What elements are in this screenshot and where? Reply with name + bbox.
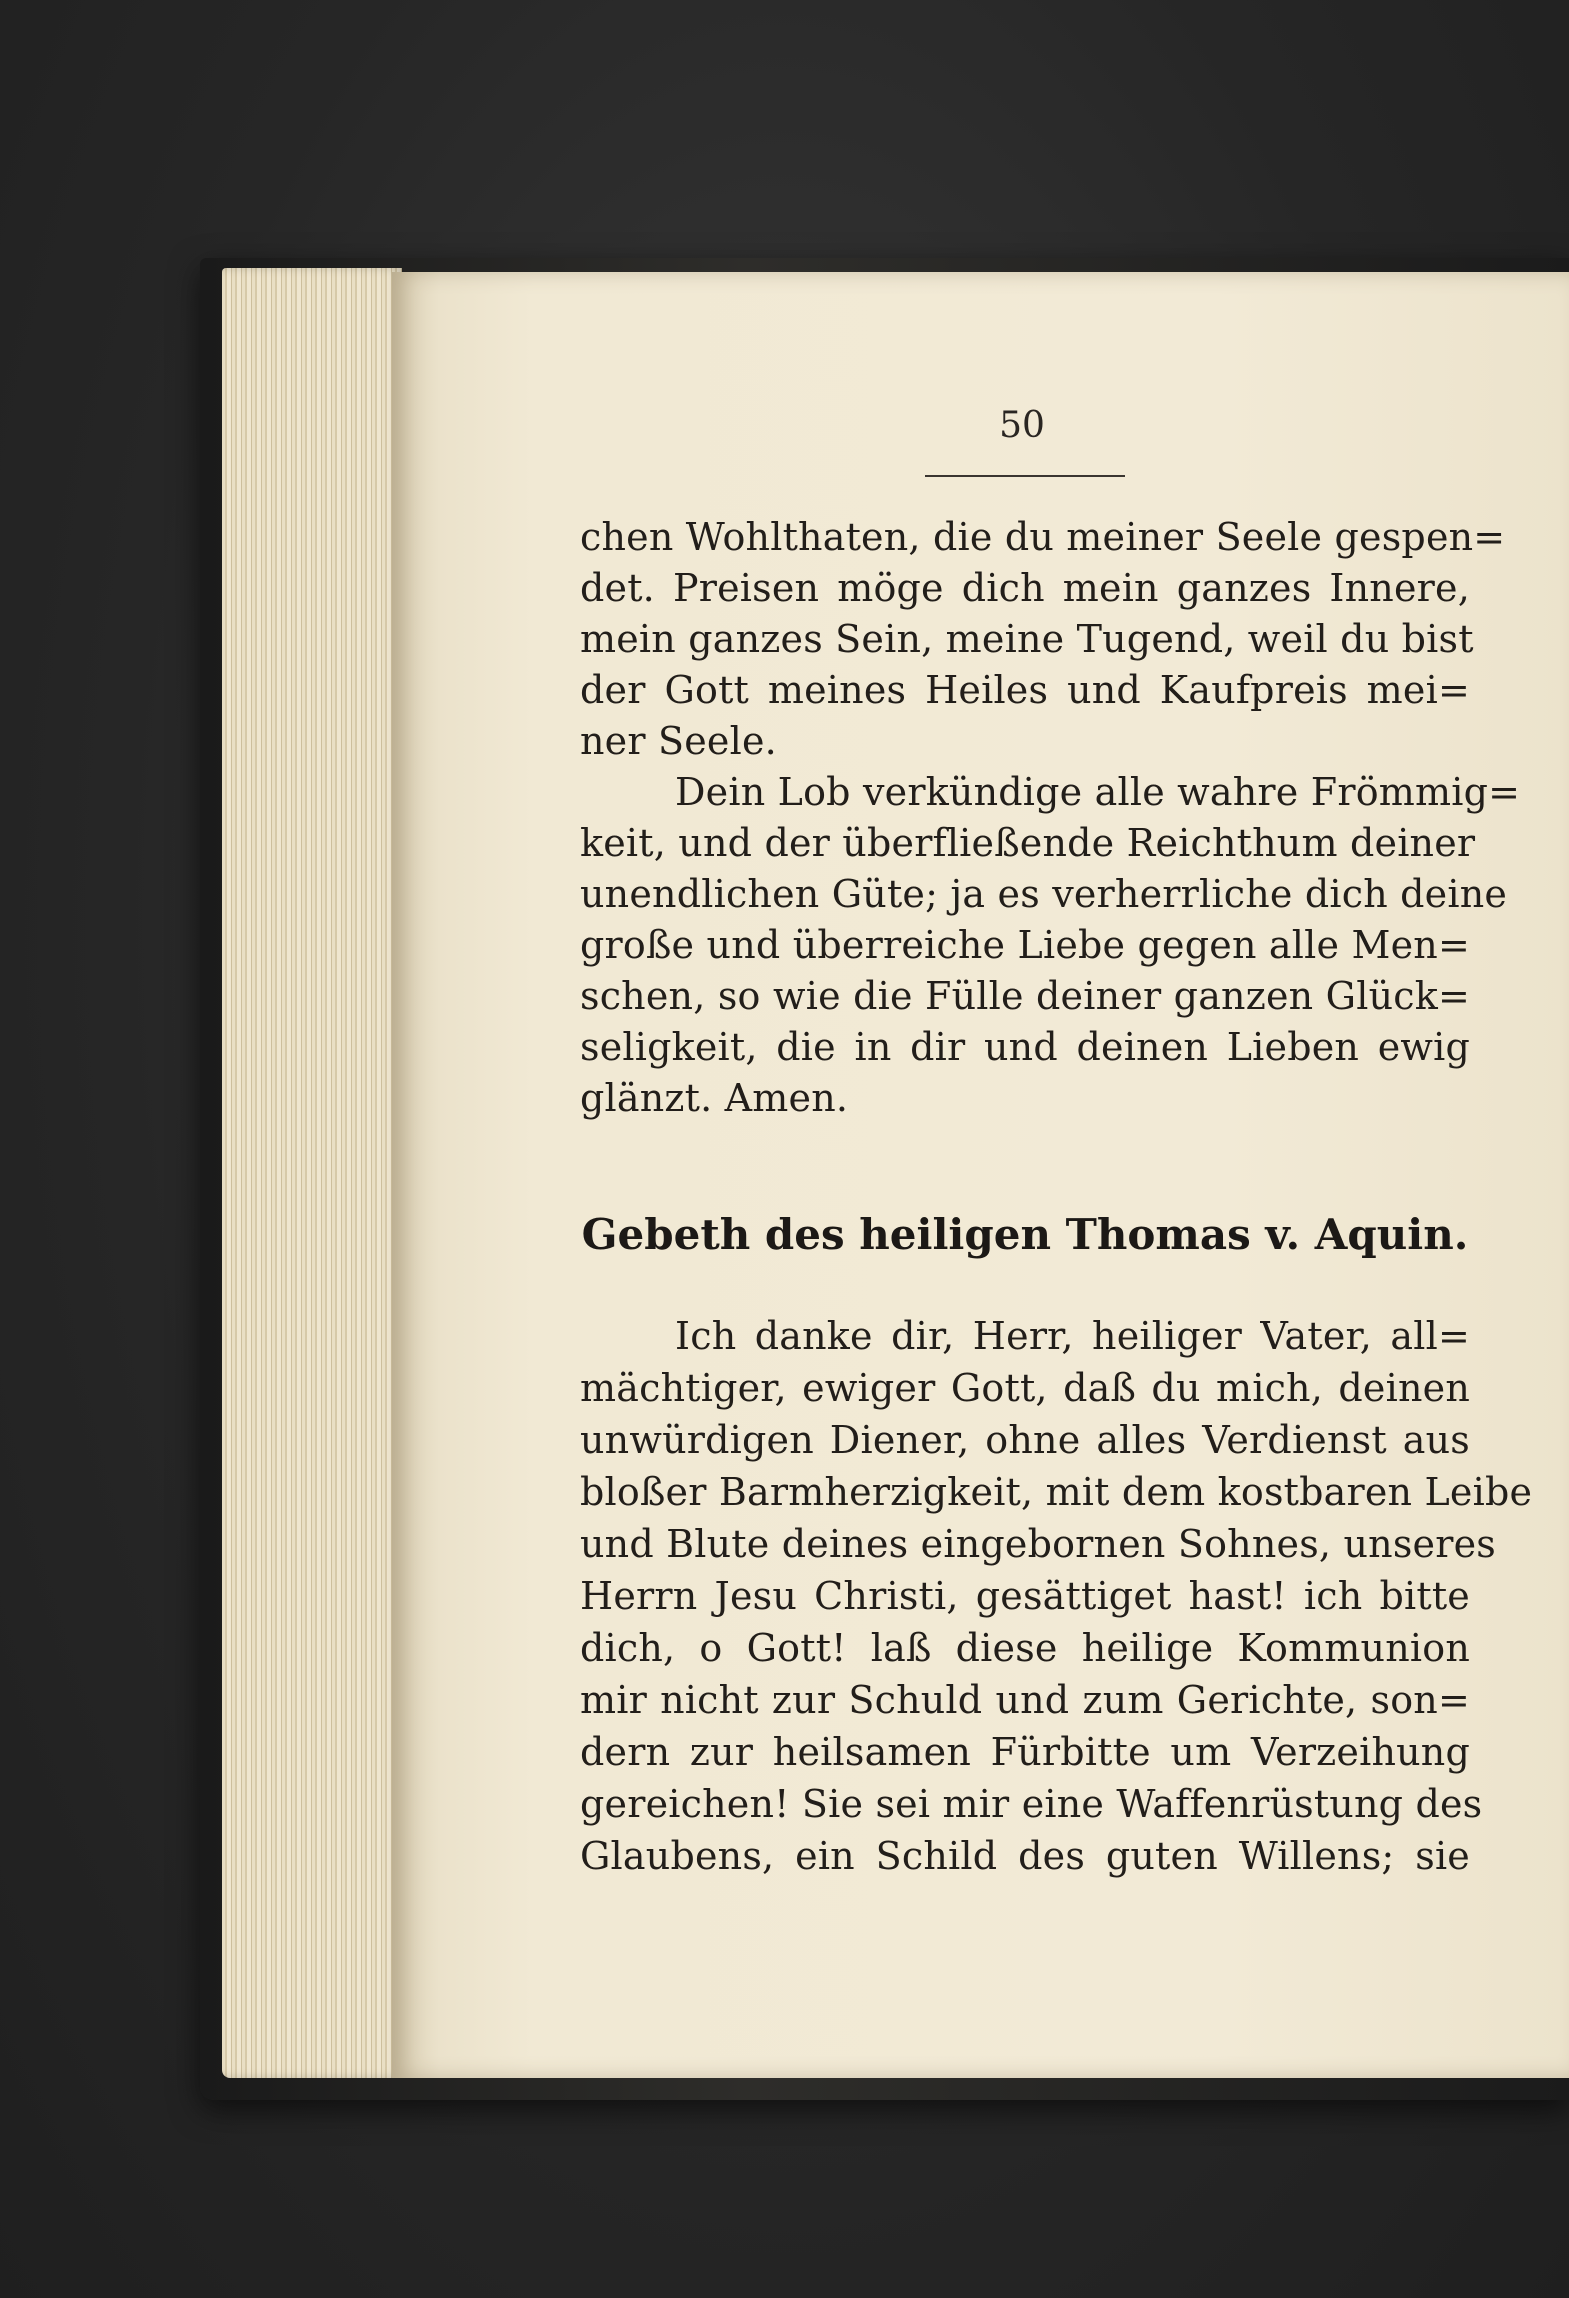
text-line: gereichen! Sie sei mir eine Waffenrüstung des xyxy=(580,1782,1483,1826)
text-line: der Gott meines Heiles und Kaufpreis mei= xyxy=(580,668,1470,712)
page-number: 50 xyxy=(999,405,1045,446)
text-line: ner Seele. xyxy=(580,719,777,763)
text-block-bottom xyxy=(580,1310,1533,1882)
text-block-top xyxy=(580,512,1521,1124)
text-line: glänzt. Amen. xyxy=(580,1076,849,1120)
text-line: seligkeit, die in dir und deinen Lieben ewig xyxy=(580,1025,1470,1069)
text-line: dern zur heilsamen Fürbitte um Verzeihung xyxy=(580,1730,1470,1774)
text-line: bloßer Barmherzigkeit, mit dem kostbaren Leibe xyxy=(580,1470,1533,1514)
text-line: mir nicht zur Schuld und zum Gerichte, son= xyxy=(580,1678,1470,1722)
text-line: Herrn Jesu Christi, gesättiget hast! ich bitte xyxy=(580,1574,1470,1618)
header-rule xyxy=(925,475,1125,477)
text-line: unwürdigen Diener, ohne alles Verdienst aus xyxy=(580,1418,1470,1462)
section-heading: Gebeth des heiligen Thomas v. Aquin. xyxy=(581,1210,1469,1259)
text-line: chen Wohlthaten, die du meiner Seele gespen= xyxy=(580,515,1506,559)
text-line: unendlichen Güte; ja es verherrliche dich deine xyxy=(580,872,1508,916)
text-line: det. Preisen möge dich mein ganzes Innere, xyxy=(580,566,1470,610)
text-line: und Blute deines eingebornen Sohnes, unseres xyxy=(580,1522,1496,1566)
text-line: mein ganzes Sein, meine Tugend, weil du bist xyxy=(580,617,1474,661)
text-line: Dein Lob verkündige alle wahre Frömmig= xyxy=(675,770,1521,814)
text-line: dich, o Gott! laß diese heilige Kommunion xyxy=(580,1626,1470,1670)
text-line: mächtiger, ewiger Gott, daß du mich, deinen xyxy=(580,1366,1470,1410)
text-line: große und überreiche Liebe gegen alle Men= xyxy=(580,923,1470,967)
text-line: schen, so wie die Fülle deiner ganzen Glück= xyxy=(580,974,1470,1018)
text-line: keit, und der überfließende Reichthum deiner xyxy=(580,821,1476,865)
text-line: Ich danke dir, Herr, heiliger Vater, all= xyxy=(675,1314,1470,1358)
text-line: Glaubens, ein Schild des guten Willens; sie xyxy=(580,1834,1470,1878)
page-edges xyxy=(222,268,402,2078)
